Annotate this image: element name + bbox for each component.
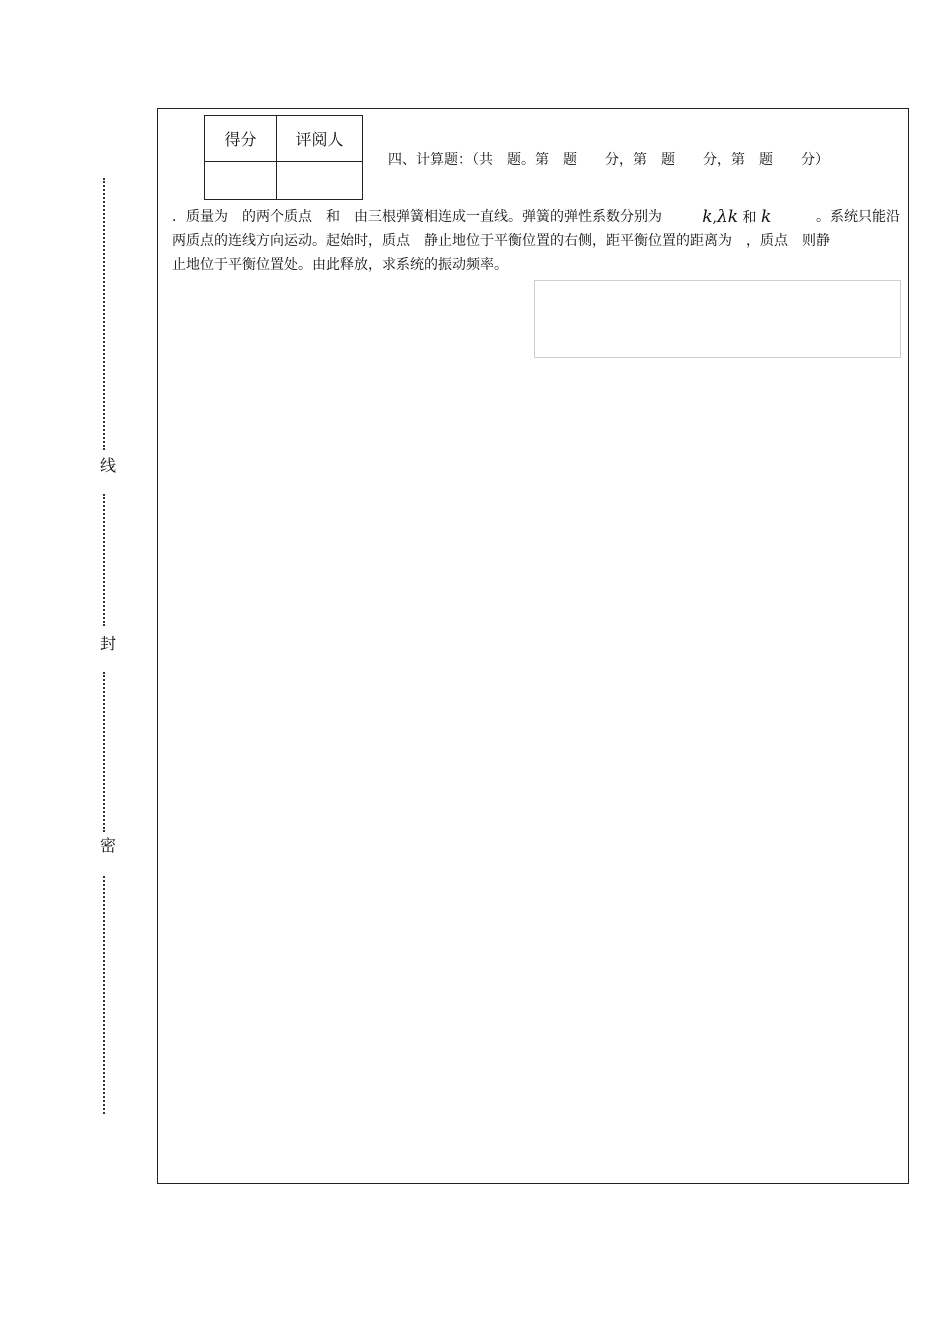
reviewer-header: 评阅人 (277, 116, 363, 162)
binding-char-mi: 密 (99, 836, 116, 855)
binding-char-feng: 封 (99, 634, 116, 653)
math-k1: k (702, 207, 713, 227)
spring-constants (702, 205, 771, 229)
problem-text (172, 205, 900, 277)
problem-line-1-text: ．质量为 的两个质点 和 由三根弹簧相连成一直线。弹簧的弹性系数分别为 (172, 209, 662, 225)
binding-margin (96, 0, 120, 1344)
problem-line-2: 两质点的连线方向运动。起始时，质点 静止地位于平衡位置的右侧，距平衡位置的距离为 ，质点 则静 (172, 233, 830, 249)
math-lambda-k: λk (717, 207, 739, 227)
math-comma: , (712, 210, 717, 226)
score-header: 得分 (205, 116, 277, 162)
math-k2: k (760, 207, 772, 227)
score-table (204, 115, 363, 200)
binding-char-xian: 线 (99, 456, 116, 475)
section-title: 四、计算题：（共 题。第 题 分，第 题 分，第 题 分） (388, 152, 829, 168)
binding-dotted-line (103, 876, 105, 1114)
problem-line-1 (172, 205, 900, 229)
problem-line-3: 止地位于平衡位置处。由此释放，求系统的振动频率。 (172, 257, 508, 273)
answer-box[interactable] (534, 280, 901, 358)
exam-page-frame (157, 108, 909, 1184)
score-cell[interactable] (205, 162, 277, 200)
and-text: 和 (738, 210, 761, 226)
problem-line-1-tail: 。系统只能沿 (811, 209, 900, 225)
reviewer-cell[interactable] (277, 162, 363, 200)
binding-dotted-line (103, 494, 105, 626)
binding-dotted-line (103, 672, 105, 832)
binding-dotted-line (103, 178, 105, 450)
